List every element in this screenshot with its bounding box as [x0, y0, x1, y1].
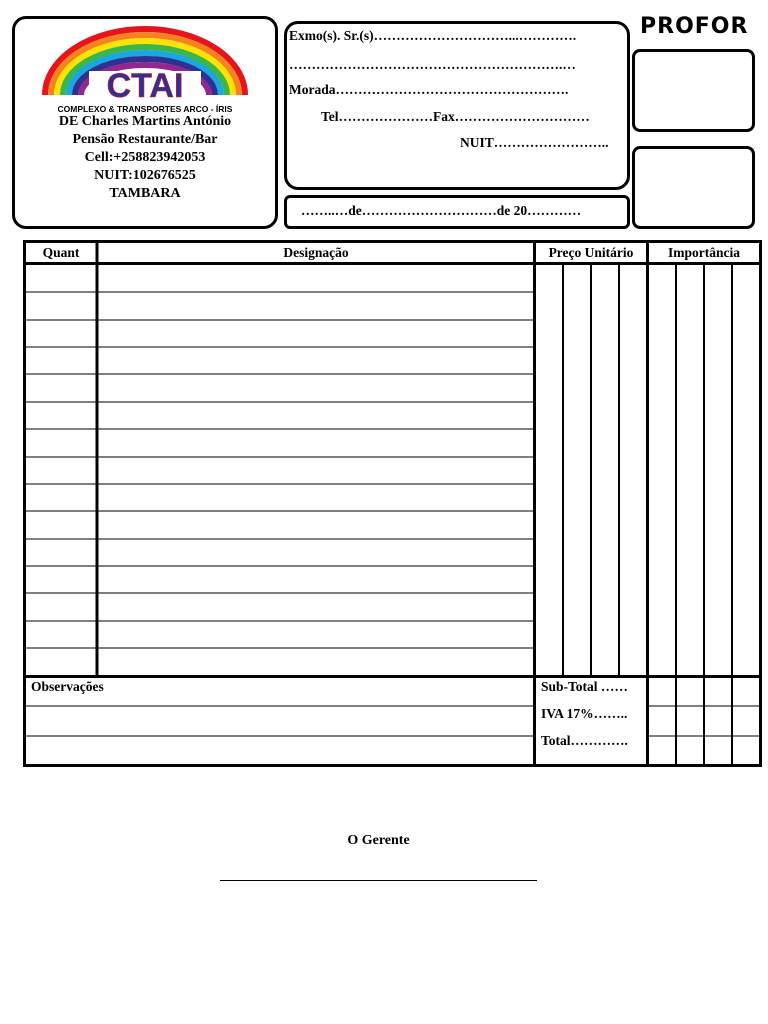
date-line[interactable]: ……..…de…………………………de 20…………: [301, 203, 582, 218]
column-header-designacao: Designação: [283, 245, 349, 260]
signature-label: O Gerente: [347, 833, 410, 848]
logo-tagline: COMPLEXO & TRANSPORTES ARCO - ÍRIS: [57, 104, 233, 114]
signature-line[interactable]: [220, 880, 537, 881]
company-location: TAMBARA: [109, 186, 181, 201]
company-cell: Cell:+258823942053: [84, 150, 206, 165]
client-name-continuation[interactable]: …………………………………………………….…: [289, 57, 576, 72]
column-header-quant: Quant: [42, 245, 80, 260]
client-name-line[interactable]: Exmo(s). Sr.(s)…………………………...………….: [289, 28, 577, 43]
column-header-importancia: Importância: [668, 245, 740, 260]
column-header-preco: Preço Unitário: [548, 245, 634, 260]
subtotal-label: Sub-Total ……: [541, 679, 628, 694]
observations-label: Observações: [31, 679, 104, 694]
client-address-line[interactable]: Morada…………………………………………….: [289, 82, 569, 97]
company-owner: DE Charles Martins António: [58, 114, 232, 129]
iva-label: IVA 17%……..: [541, 706, 628, 721]
company-business: Pensão Restaurante/Bar: [72, 132, 218, 147]
total-label: Total………….: [541, 733, 628, 748]
logo-brand-text: CTAI: [106, 67, 184, 105]
company-nuit: NUIT:102676525: [94, 168, 196, 183]
document-title: PROFOR: [640, 14, 749, 39]
client-tel-fax-line[interactable]: Tel…………………Fax…………………………: [321, 109, 590, 124]
client-nuit-line[interactable]: NUIT……………………..: [460, 135, 609, 150]
